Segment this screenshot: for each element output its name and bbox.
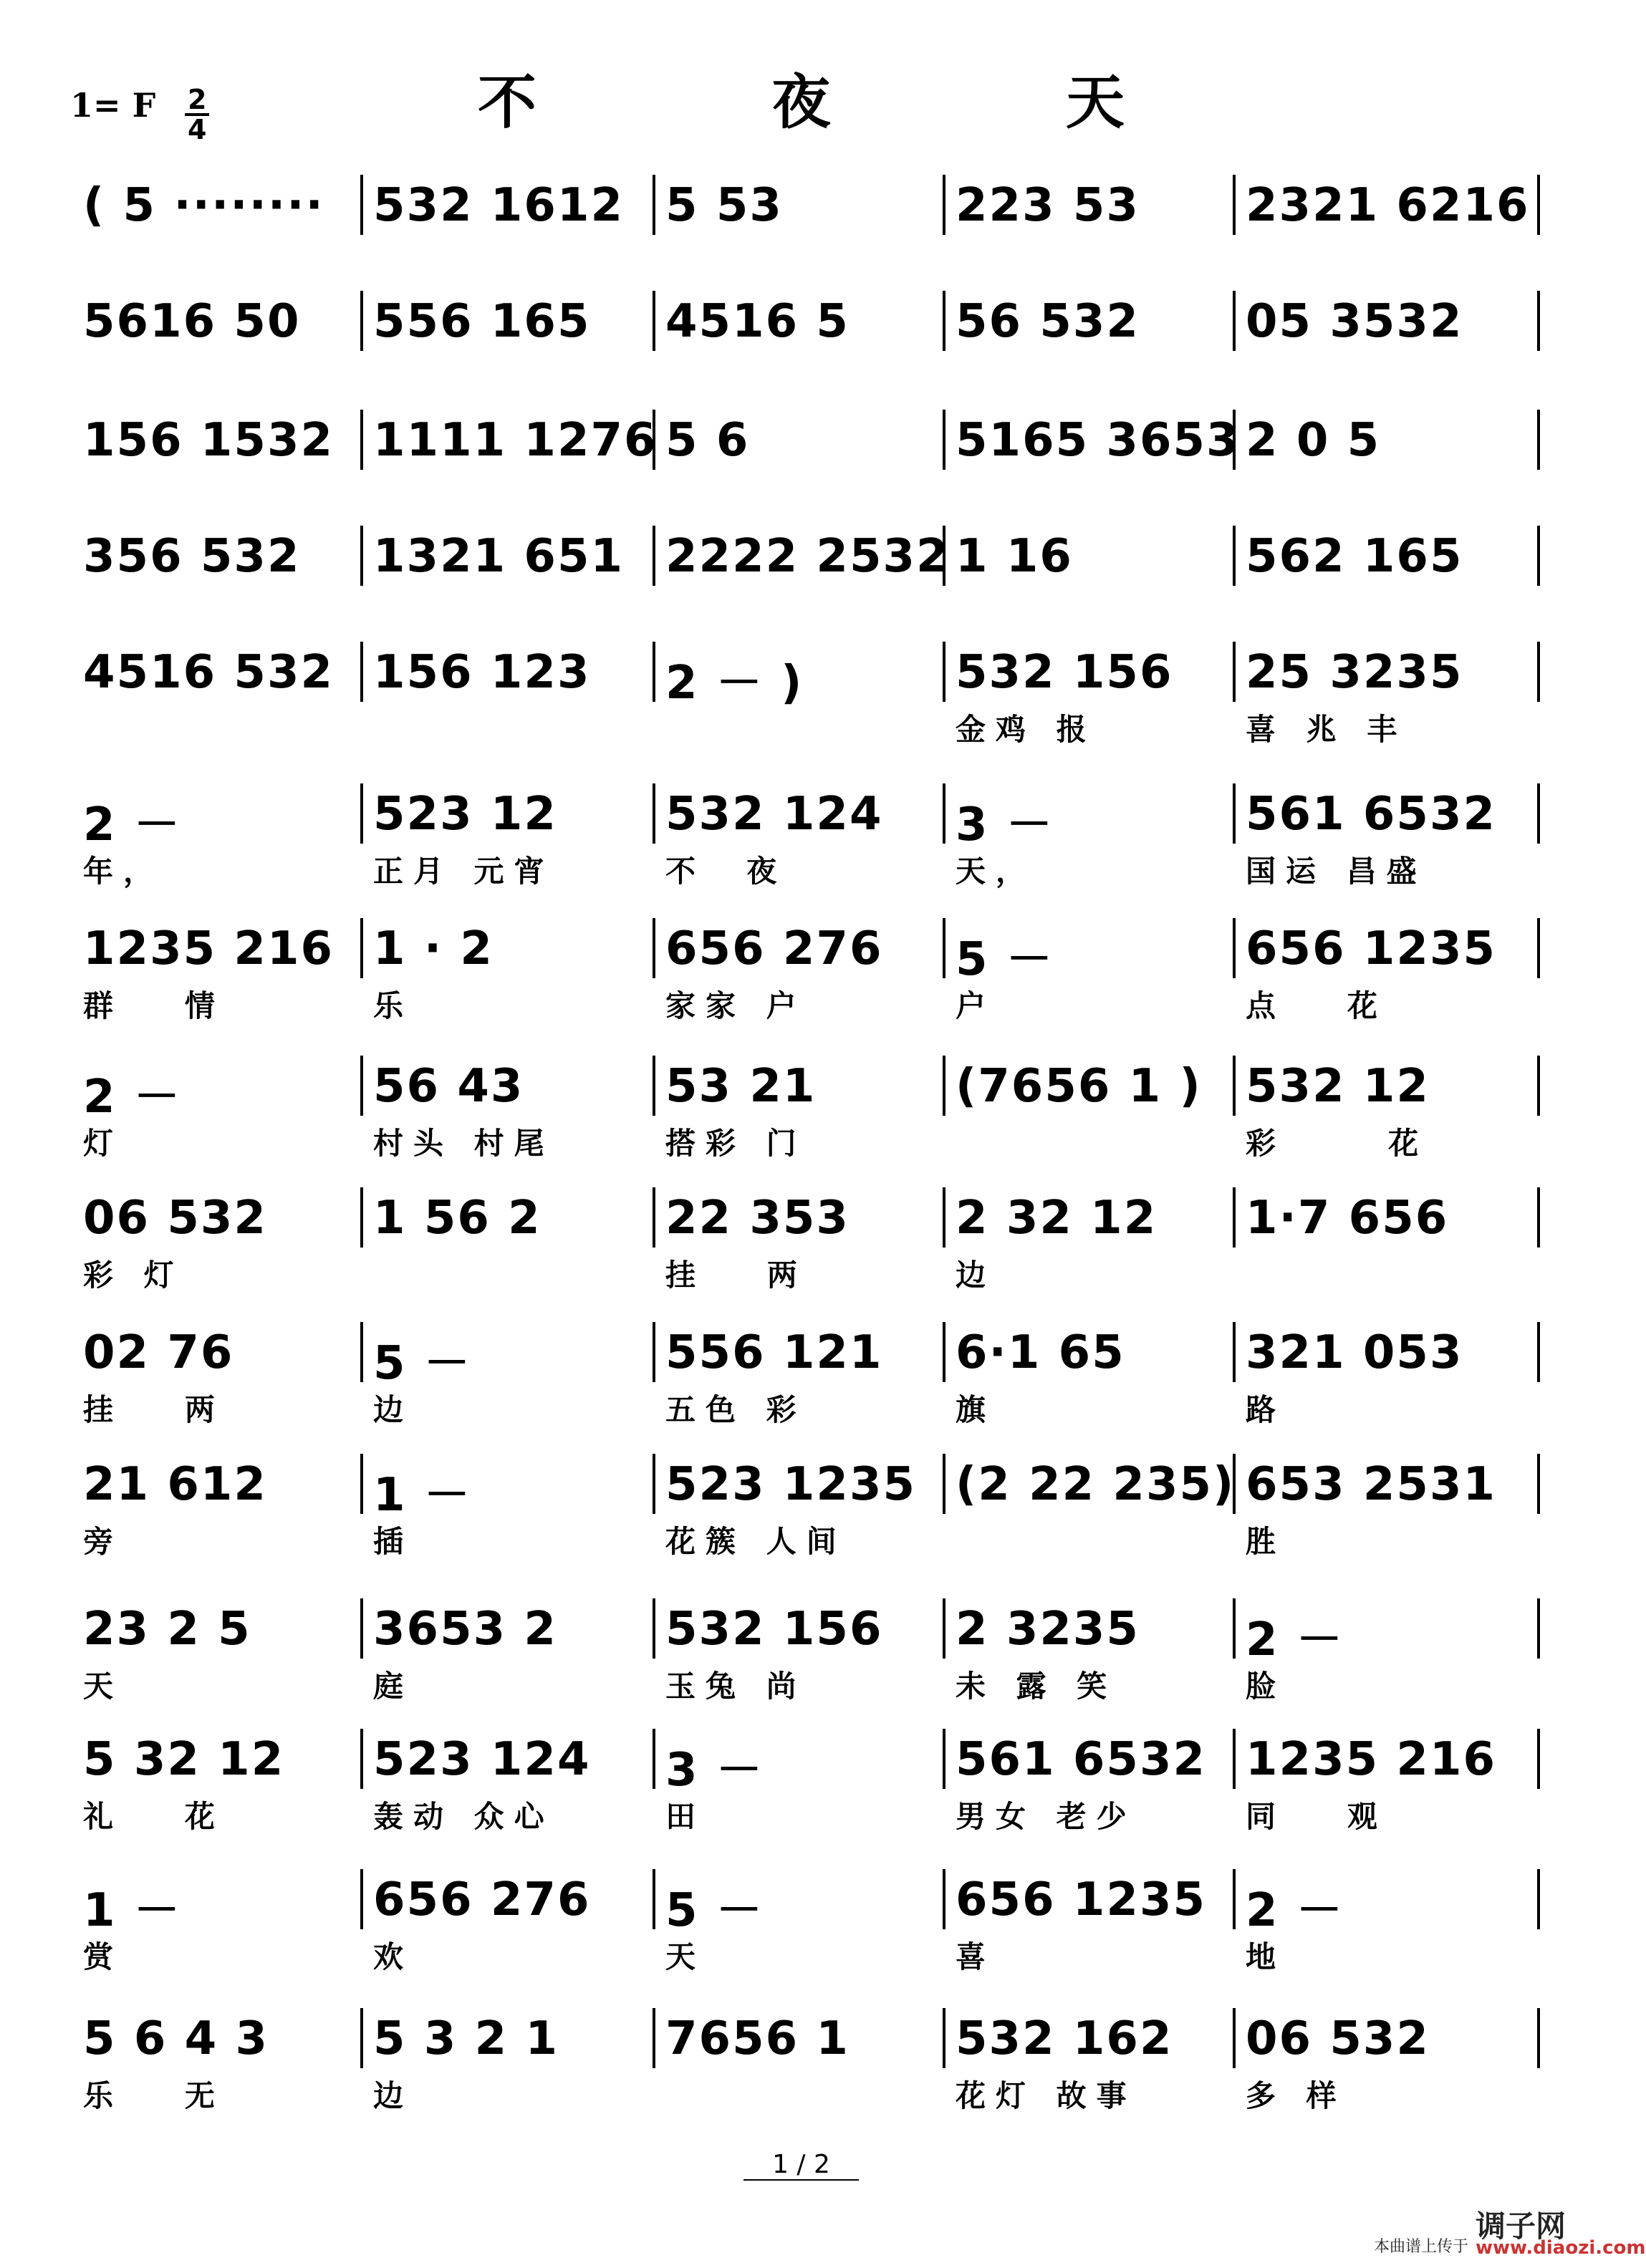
bar-line [653, 918, 655, 978]
bar-line [943, 1187, 945, 1248]
measure-notes: 1 16 [956, 530, 1073, 583]
measure [665, 646, 930, 761]
measure-lyrics: 户 [956, 988, 996, 1023]
bar-line [1537, 1729, 1540, 1789]
bar-line [1233, 1322, 1236, 1382]
bar-line [653, 1056, 655, 1116]
measure-notes: 02 76 [83, 1326, 234, 1379]
score-row [70, 1733, 1540, 1848]
measure [83, 179, 347, 294]
measure-notes: 4516 532 [83, 646, 334, 699]
bar-line [1233, 1187, 1236, 1248]
bar-line [1537, 1056, 1540, 1116]
bar-line [1233, 1056, 1236, 1116]
measure [1246, 922, 1524, 1037]
score-row [70, 1458, 1540, 1573]
measure [83, 1458, 347, 1573]
watermark-site: 调子网 [1476, 2209, 1566, 2244]
score-row [70, 295, 1540, 374]
measure-notes: 523 1235 [665, 1458, 916, 1511]
measure-lyrics: 男女 老少 [956, 1799, 1137, 1834]
bar-line [1233, 1729, 1236, 1789]
bar-line [1537, 410, 1540, 470]
bar-line [360, 1056, 363, 1116]
measure [956, 1326, 1220, 1441]
measure [956, 414, 1240, 529]
page-number-text: 1 / 2 [743, 2150, 859, 2181]
measure-lyrics: 胜 [1246, 1524, 1286, 1559]
measure [83, 2012, 347, 2127]
measure-notes: 3 － [956, 798, 1054, 851]
bar-line [943, 1322, 945, 1382]
measure-lyrics: 赏 [83, 1939, 124, 1974]
measure-notes: 532 124 [665, 788, 883, 841]
bar-line [360, 783, 363, 844]
measure [373, 1060, 640, 1174]
bar-line [1233, 291, 1236, 351]
measure-lyrics: 边 [956, 1258, 996, 1293]
measure [373, 1733, 640, 1848]
measure-notes: 561 6532 [1246, 788, 1496, 841]
measure-notes: 1235 216 [83, 922, 334, 975]
measure [1246, 1733, 1524, 1848]
bar-line [360, 410, 363, 470]
measure [1246, 2012, 1524, 2127]
measure [956, 922, 1220, 1037]
bar-line [1233, 642, 1236, 702]
measure [956, 2012, 1220, 2127]
bar-line [653, 1187, 655, 1248]
bar-line [653, 175, 655, 235]
bar-line [943, 291, 945, 351]
measure-notes: 1 － [373, 1469, 471, 1522]
bar-line [653, 1869, 655, 1929]
measure [665, 1458, 930, 1573]
watermark-note: 本曲谱上传于 [1374, 2238, 1469, 2256]
measure [83, 414, 347, 529]
measure [1246, 1326, 1524, 1441]
measure [373, 2012, 640, 2127]
measure-lyrics: 挂 两 [83, 1392, 225, 1427]
bar-line [653, 783, 655, 844]
measure-lyrics: 搭彩 门 [665, 1126, 807, 1161]
measure-notes: 556 165 [373, 295, 591, 348]
measure [1246, 1192, 1524, 1306]
measure [1246, 1458, 1524, 1573]
measure-notes: 1·7 656 [1246, 1192, 1449, 1245]
measure [83, 788, 347, 902]
measure [373, 1326, 640, 1441]
bar-line [1537, 1869, 1540, 1929]
measure [665, 1192, 930, 1306]
measure-lyrics: 未 露 笑 [956, 1669, 1117, 1704]
measure-notes: 06 532 [83, 1192, 267, 1245]
measure-lyrics: 旗 [956, 1392, 996, 1427]
measure-lyrics: 灯 [83, 1126, 124, 1161]
measure-notes: 356 532 [83, 530, 301, 583]
bar-line [653, 2008, 655, 2068]
measure-notes: 223 53 [956, 179, 1140, 232]
measure-lyrics: 脸 [1246, 1669, 1286, 1704]
measure-notes: 561 6532 [956, 1733, 1206, 1786]
measure-lyrics: 地 [1246, 1939, 1286, 1974]
measure-notes: 23 2 5 [83, 1603, 251, 1656]
measure [956, 1603, 1220, 1717]
bar-line [943, 642, 945, 702]
measure-notes: 156 1532 [83, 414, 334, 467]
measure-notes: 656 1235 [1246, 922, 1496, 975]
bar-line [653, 291, 655, 351]
bar-line [653, 526, 655, 586]
measure-notes: 5 32 12 [83, 1733, 285, 1786]
measure [373, 1603, 640, 1717]
measure-lyrics: 天， [956, 854, 1036, 889]
measure-notes: 523 12 [373, 788, 557, 841]
key-signature: 1= F [70, 86, 156, 125]
measure [665, 2012, 930, 2127]
measure-lyrics: 庭 [373, 1669, 414, 1704]
measure-notes: 5165 3653 [956, 414, 1240, 467]
measure-notes: 532 162 [956, 2012, 1173, 2065]
measure [373, 295, 640, 410]
measure-lyrics: 国运 昌盛 [1246, 854, 1427, 889]
measure-notes: 523 124 [373, 1733, 591, 1786]
bar-line [1233, 918, 1236, 978]
measure [83, 1603, 347, 1717]
measure [665, 1733, 930, 1848]
bar-line [1233, 1598, 1236, 1659]
measure-lyrics: 喜 兆 丰 [1246, 712, 1407, 747]
bar-line [1537, 1454, 1540, 1514]
measure [1246, 1060, 1524, 1174]
measure [1246, 530, 1524, 645]
bar-line [360, 175, 363, 235]
measure [1246, 646, 1524, 761]
measure-notes: 5 － [665, 1884, 764, 1937]
bar-line [943, 2008, 945, 2068]
measure-notes: 25 3235 [1246, 646, 1463, 699]
measure-lyrics: 边 [373, 2078, 414, 2113]
measure [83, 1326, 347, 1441]
measure [956, 1060, 1220, 1174]
measure-notes: 156 123 [373, 646, 591, 699]
measure-lyrics: 彩 花 [1246, 1126, 1429, 1161]
bar-line [653, 1322, 655, 1382]
measure-notes: 5 53 [665, 179, 783, 232]
score-row [70, 788, 1540, 902]
bar-line [1537, 526, 1540, 586]
measure-lyrics: 家家 户 [665, 988, 807, 1023]
measure-lyrics: 村头 村尾 [373, 1126, 554, 1161]
measure [83, 1192, 347, 1306]
measure [83, 922, 347, 1037]
bar-line [360, 1187, 363, 1248]
measure-notes: ( 5 ········ [83, 179, 324, 232]
measure [373, 646, 640, 761]
bar-line [653, 642, 655, 702]
measure-lyrics: 天 [83, 1669, 124, 1704]
bar-line [360, 1322, 363, 1382]
measure [956, 1192, 1220, 1306]
measure-lyrics: 玉兔 尚 [665, 1669, 807, 1704]
time-signature [185, 86, 209, 143]
measure [956, 646, 1220, 761]
measure-lyrics: 插 [373, 1524, 414, 1559]
bar-line [360, 1454, 363, 1514]
measure-notes: 2 － [83, 798, 181, 851]
bar-line [360, 642, 363, 702]
bar-line [1537, 1187, 1540, 1248]
measure-lyrics: 欢 [373, 1939, 414, 1974]
measure-lyrics: 田 [665, 1799, 706, 1834]
measure-notes: 5 － [956, 933, 1054, 986]
measure-notes: 556 121 [665, 1326, 883, 1379]
bar-line [360, 1869, 363, 1929]
measure [665, 922, 930, 1037]
measure-notes: 656 276 [373, 1873, 591, 1926]
page-title: 不 夜 天 [477, 69, 1233, 137]
measure [665, 1326, 930, 1441]
bar-line [360, 291, 363, 351]
measure [665, 1603, 930, 1717]
measure-notes: (2 22 235) [956, 1458, 1236, 1511]
measure-notes: 1235 216 [1246, 1733, 1496, 1786]
measure-notes: (7656 1 ) [956, 1060, 1202, 1113]
measure-notes: 2 0 5 [1246, 414, 1381, 467]
meter-top: 2 [185, 86, 209, 116]
measure [83, 1873, 347, 1988]
measure-lyrics: 五色 彩 [665, 1392, 807, 1427]
measure-notes: 56 43 [373, 1060, 524, 1113]
bar-line [360, 918, 363, 978]
measure [373, 530, 640, 645]
measure-lyrics: 轰动 众心 [373, 1799, 554, 1834]
measure [665, 788, 930, 902]
score-row [70, 1326, 1540, 1441]
score-row [70, 1060, 1540, 1174]
measure-notes: 532 156 [665, 1603, 883, 1656]
bar-line [653, 1454, 655, 1514]
bar-line [1537, 783, 1540, 844]
bar-line [943, 1598, 945, 1659]
watermark-url: www.diaozi.com [1476, 2237, 1646, 2259]
score-row [70, 646, 1540, 761]
bar-line [360, 1598, 363, 1659]
measure [1246, 788, 1524, 902]
measure-notes: 1111 1276 [373, 414, 658, 467]
measure-notes: 6·1 65 [956, 1326, 1125, 1379]
measure-lyrics: 不 夜 [665, 854, 787, 889]
measure [665, 530, 950, 645]
bar-line [943, 1454, 945, 1514]
bar-line [1233, 783, 1236, 844]
measure [83, 530, 347, 645]
bar-line [943, 175, 945, 235]
measure-notes: 532 1612 [373, 179, 624, 232]
measure [83, 1733, 347, 1848]
measure [956, 1873, 1220, 1988]
bar-line [1233, 526, 1236, 586]
measure [1246, 1873, 1524, 1988]
measure-notes: 2321 6216 [1246, 179, 1530, 232]
measure-notes: 2 3235 [956, 1603, 1140, 1656]
meter-bottom: 4 [188, 114, 207, 145]
bar-line [1537, 175, 1540, 235]
bar-line [943, 1729, 945, 1789]
bar-line [943, 1869, 945, 1929]
measure [373, 788, 640, 902]
measure-notes: 5616 50 [83, 295, 301, 348]
bar-line [943, 918, 945, 978]
measure [373, 179, 640, 294]
measure [956, 530, 1220, 645]
measure [665, 1060, 930, 1174]
measure-lyrics: 喜 [956, 1939, 996, 1974]
measure [956, 788, 1220, 902]
score-row [70, 1192, 1540, 1306]
score-row [70, 530, 1540, 609]
measure-notes: 5 6 4 3 [83, 2012, 269, 2065]
bar-line [1233, 2008, 1236, 2068]
measure-notes: 2 32 12 [956, 1192, 1158, 1245]
bar-line [943, 410, 945, 470]
measure-notes: 5 3 2 1 [373, 2012, 559, 2065]
measure [956, 295, 1220, 410]
measure [83, 646, 347, 761]
measure-notes: 2 － [1246, 1613, 1344, 1666]
measure-notes: 653 2531 [1246, 1458, 1496, 1511]
bar-line [1233, 175, 1236, 235]
measure [373, 414, 658, 529]
bar-line [360, 1729, 363, 1789]
measure-notes: 56 532 [956, 295, 1140, 348]
score-row [70, 1873, 1540, 1988]
measure [373, 1458, 640, 1573]
measure-notes: 05 3532 [1246, 295, 1463, 348]
score-row [70, 922, 1540, 1037]
measure-notes: 2 － [1246, 1884, 1344, 1937]
measure-notes: 1321 651 [373, 530, 624, 583]
score-row [70, 414, 1540, 493]
measure [1246, 295, 1524, 410]
bar-line [1537, 918, 1540, 978]
measure-notes: 1 － [83, 1884, 181, 1937]
score-row [70, 179, 1540, 258]
bar-line [653, 1729, 655, 1789]
measure-notes: 21 612 [83, 1458, 267, 1511]
measure-notes: 2222 2532 [665, 530, 950, 583]
measure-lyrics: 天 [665, 1939, 706, 1974]
measure [373, 1192, 640, 1306]
bar-line [653, 1598, 655, 1659]
measure-notes: 1 · 2 [373, 922, 494, 975]
bar-line [1537, 642, 1540, 702]
measure-notes: 3653 2 [373, 1603, 557, 1656]
measure [83, 295, 347, 410]
score-row [70, 1603, 1540, 1717]
measure-lyrics: 正月 元宵 [373, 854, 554, 889]
measure-lyrics: 多 样 [1246, 2078, 1347, 2113]
measure [956, 1458, 1236, 1573]
bar-line [1537, 2008, 1540, 2068]
measure-lyrics: 花簇 人间 [665, 1524, 847, 1559]
measure [1246, 179, 1530, 294]
measure-lyrics: 挂 两 [665, 1258, 807, 1293]
measure-lyrics: 礼 花 [83, 1799, 225, 1834]
measure-notes: 532 12 [1246, 1060, 1430, 1113]
measure-notes: 53 21 [665, 1060, 817, 1113]
measure [1246, 1603, 1524, 1717]
measure-notes: 5 － [373, 1337, 471, 1390]
score-row [70, 2012, 1540, 2127]
bar-line [1537, 291, 1540, 351]
bar-line [943, 1056, 945, 1116]
measure-notes: 4516 5 [665, 295, 850, 348]
measure-notes: 1 56 2 [373, 1192, 542, 1245]
measure-notes: 2 － [83, 1071, 181, 1124]
measure [665, 179, 930, 294]
measure-notes: 5 6 [665, 414, 750, 467]
bar-line [1537, 1598, 1540, 1659]
measure-notes: 06 532 [1246, 2012, 1430, 2065]
measure-notes: 562 165 [1246, 530, 1463, 583]
bar-line [943, 783, 945, 844]
measure-notes: 321 053 [1246, 1326, 1463, 1379]
measure-lyrics: 点 花 [1246, 988, 1387, 1023]
measure-notes: 656 276 [665, 922, 883, 975]
measure [373, 922, 640, 1037]
page-number [0, 2150, 1602, 2179]
measure-lyrics: 群 情 [83, 988, 225, 1023]
measure-lyrics: 旁 [83, 1524, 124, 1559]
measure-notes: 3 － [665, 1744, 764, 1797]
measure [83, 1060, 347, 1174]
measure-notes: 2 － ) [665, 657, 804, 710]
measure [956, 179, 1220, 294]
measure-lyrics: 花灯 故事 [956, 2078, 1137, 2113]
measure-notes: 22 353 [665, 1192, 850, 1245]
bar-line [1537, 1322, 1540, 1382]
measure-lyrics: 金鸡 报 [956, 712, 1097, 747]
measure [373, 1873, 640, 1988]
measure-lyrics: 乐 [373, 988, 414, 1023]
measure-lyrics: 乐 无 [83, 2078, 225, 2113]
measure-lyrics: 路 [1246, 1392, 1286, 1427]
bar-line [1233, 1869, 1236, 1929]
measure-notes: 7656 1 [665, 2012, 850, 2065]
measure [665, 414, 930, 529]
measure [1246, 414, 1524, 529]
measure-lyrics: 同 观 [1246, 1799, 1387, 1834]
measure [956, 1733, 1220, 1848]
measure-notes: 532 156 [956, 646, 1173, 699]
measure [665, 295, 930, 410]
measure-lyrics: 彩 灯 [83, 1258, 184, 1293]
bar-line [360, 526, 363, 586]
bar-line [360, 2008, 363, 2068]
measure [665, 1873, 930, 1988]
measure-lyrics: 年， [83, 854, 164, 889]
measure-lyrics: 边 [373, 1392, 414, 1427]
measure-notes: 656 1235 [956, 1873, 1206, 1926]
